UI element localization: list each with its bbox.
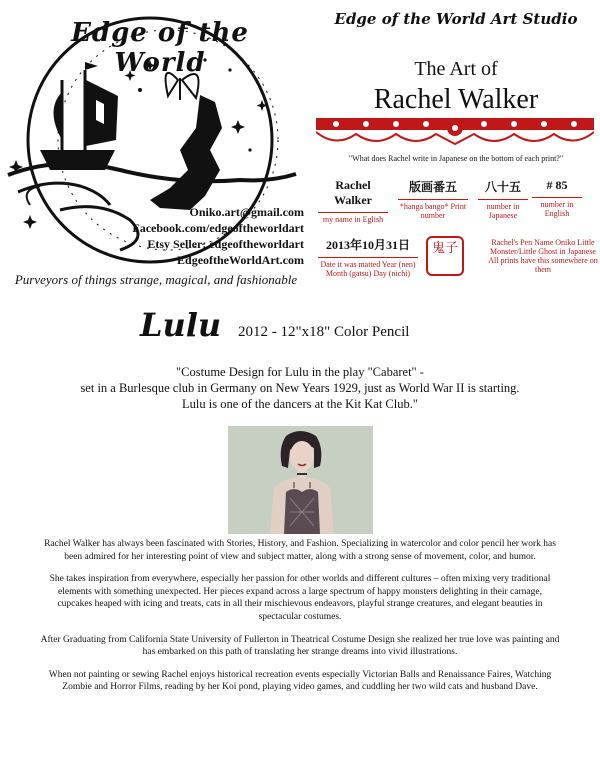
etsy-seller[interactable]: Etsy Seller: edgeoftheworldart (147, 237, 304, 251)
sig-name-block (318, 178, 388, 224)
sig-number-en-text: # 85 (546, 178, 568, 192)
tagline: Purveyors of things strange, magical, and fashionable (14, 272, 298, 287)
sig-print-block (398, 178, 468, 220)
art-of-heading: The Art of (414, 58, 498, 80)
bio-paragraph: When not painting or sewing Rachel enjoys historical recreation events especially Victorian Balls and Renaissance Faires, Watching Zombie and Horror Films, reading by her Koi pond, playing video games, and cuddling her two wild cats and husband Dave. (48, 669, 552, 693)
ship-icon (40, 62, 118, 170)
sig-number-jp-text: 八十五 (484, 180, 521, 194)
lulu-illustration (228, 426, 373, 534)
wave-line (8, 164, 296, 182)
sig-date-caption: Date it was matted Year (nen) Month (gatsu) Day (nichi) (318, 257, 418, 278)
description-line: Lulu is one of the dancers at the Kit Kat Club." (182, 397, 418, 411)
red-ornament-divider (316, 118, 594, 150)
sig-number-en-block (532, 178, 582, 218)
description-line: "Costume Design for Lulu in the play "Cabaret" - (176, 365, 424, 379)
studio-logo (0, 0, 310, 300)
bio-paragraph: After Graduating from California State University of Fullerton in Theatrical Costume Design she realized her true love was painting and has embarked on this path of translating her strange dreams into vivid illustrations. (40, 634, 560, 658)
cliff-edge-shape (150, 95, 222, 210)
sig-name-caption: my name in Eglish (318, 212, 388, 224)
wave-curl (18, 183, 110, 205)
artist-name: Rachel Walker (373, 84, 539, 115)
logo-title: Edge of the World (71, 18, 249, 78)
signature-question: "What does Rachel write in Japanese on the bottom of each print?" (348, 154, 564, 163)
sig-number-jp-block (478, 178, 528, 220)
studio-title: Edge of the World Art Studio (334, 10, 578, 28)
sig-number-jp-caption: number in Japanese (478, 199, 528, 220)
artwork-title: Lulu (140, 306, 222, 344)
bio-paragraph: Rachel Walker has always been fascinated with Stories, History, and Fashion. Specializing in watercolor and color pencil her work has been admired for her interesting point of view and subject matter, along with a strong sense of movement, color, and humor. (44, 539, 556, 562)
artwork-description (20, 364, 580, 412)
sig-number-en-caption: number in English (532, 197, 582, 218)
sig-date-text: 2013年10月31日 (325, 238, 410, 252)
artist-bio (40, 538, 560, 704)
description-line: set in a Burlesque club in Germany on New Years 1929, just as World War II is starting. (80, 381, 520, 395)
sig-pen-name-caption: Rachel's Pen Name Oniko Little Monster/Little Ghost in Japanese All prints have this somewhere on them (488, 238, 598, 274)
artwork-image (228, 426, 373, 534)
bio-paragraph: She takes inspiration from everywhere, especially her passion for other worlds and different cultures – often mixing very traditional elements with something unexpected. Her pieces expand across a large spectrum of happy monsters delighting in their carnage, cupcakes heaped with icing and treats, cats in all their mischievous endeavors, playful strange creatures, and elegant beauties in spectacular costumes. (49, 574, 551, 622)
sig-pen-name-block (488, 236, 598, 274)
sig-print-caption: *hanga bango* Print number (398, 199, 468, 220)
oniko-seal-stamp: 鬼子 (426, 236, 464, 276)
email-address[interactable]: Oniko.art@gmail.com (189, 205, 304, 219)
sig-print-text: 版画番五 (408, 180, 457, 194)
facebook-link[interactable]: Facebook.com/edgeoftheworldart (132, 221, 304, 235)
sig-date-block (318, 236, 418, 278)
artwork-meta: 2012 - 12"x18" Color Pencil (238, 324, 410, 340)
website-link[interactable]: EdgeoftheWorldArt.com (177, 253, 304, 267)
sig-name-text: Rachel Walker (334, 178, 372, 207)
